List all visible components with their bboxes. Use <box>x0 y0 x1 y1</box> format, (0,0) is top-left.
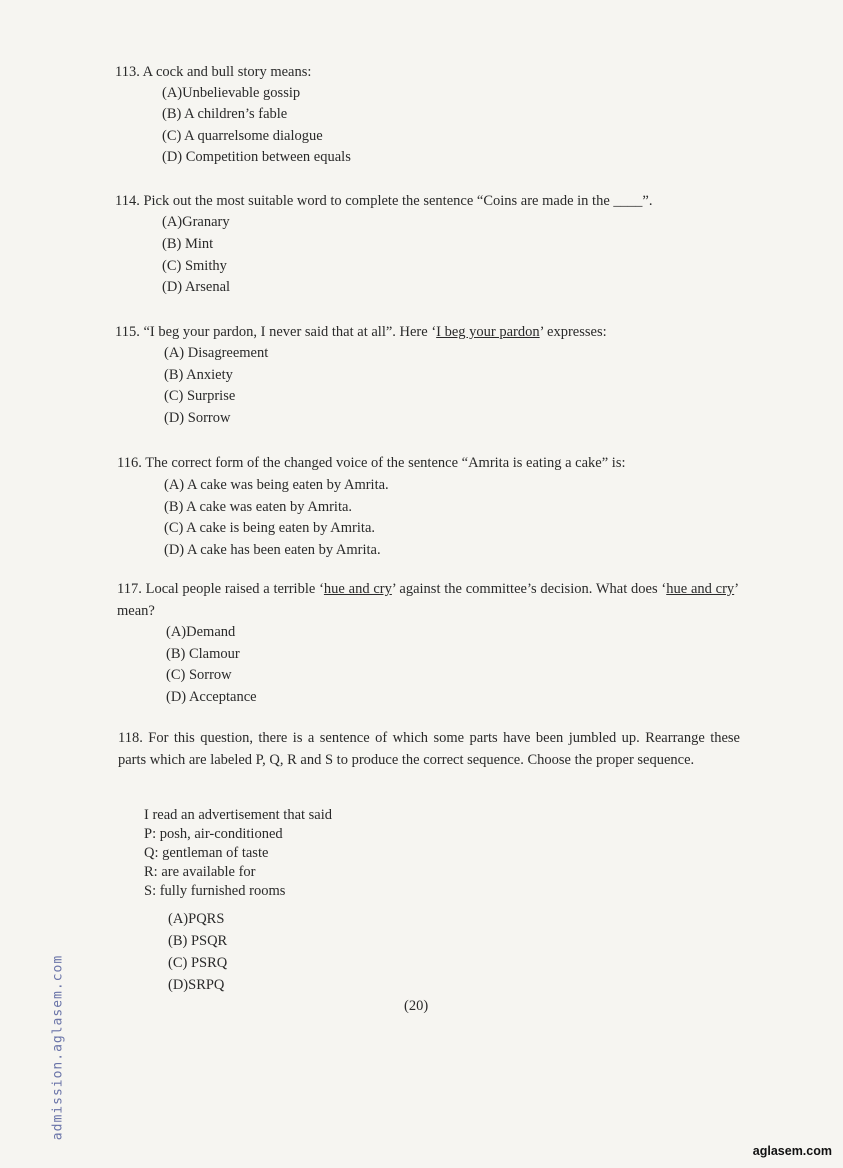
q117-option-a: (A)Demand <box>166 624 236 640</box>
page-number: (20) <box>404 998 429 1014</box>
q118-part-q: Q: gentleman of taste <box>144 845 269 861</box>
q115-underlined-phrase: I beg your pardon <box>436 324 540 340</box>
q117-stem-pre: 117. Local people raised a terrible ‘ <box>117 581 324 597</box>
q115-option-c: (C) Surprise <box>164 388 236 404</box>
q113-option-c: (C) A quarrelsome dialogue <box>162 128 323 144</box>
q117-option-c: (C) Sorrow <box>166 667 232 683</box>
q118-option-c: (C) PSRQ <box>168 955 228 971</box>
bleed-through-text <box>366 106 369 121</box>
q116-option-b: (B) A cake was eaten by Amrita. <box>164 499 353 515</box>
watermark-text: admission.aglasem.com <box>50 954 66 1141</box>
q117-option-d: (D) Acceptance <box>166 689 257 705</box>
q116-option-a: (A) A cake was being eaten by Amrita. <box>164 477 389 493</box>
brand-label: aglasem.com <box>752 1144 832 1158</box>
q118-option-d: (D)SRPQ <box>168 977 225 993</box>
q114-option-d: (D) Arsenal <box>162 279 231 295</box>
q113-option-b: (B) A children’s fable <box>162 106 288 122</box>
q114-option-a: (A)Granary <box>162 214 230 230</box>
question-115-stem <box>115 322 607 344</box>
q115-option-a: (A) Disagreement <box>164 345 269 361</box>
q117-stem-post: ’ mean? <box>117 581 740 619</box>
question-117-stem <box>117 579 739 622</box>
q118-part-r: R: are available for <box>144 864 256 880</box>
q117-option-b: (B) Clamour <box>166 646 240 662</box>
q115-stem-pre: 115. “I beg your pardon, I never said that at all”. Here ‘ <box>115 324 437 340</box>
question-113-stem: 113. A cock and bull story means: <box>115 64 312 80</box>
q117-underlined-phrase: hue and cry <box>323 581 392 597</box>
q117-stem-mid: ’ against the committee’s decision. What does ‘ <box>391 581 667 597</box>
question-118-stem: 118. For this question, there is a sentence of which some parts have been jumbled up. Rearrange these parts which are labeled P, Q, R and S to produce the correct sequence. Choose the proper sequence. <box>118 730 740 768</box>
q114-option-b: (B) Mint <box>162 236 214 252</box>
q118-option-b: (B) PSQR <box>168 933 228 949</box>
q118-option-a: (A)PQRS <box>168 911 225 927</box>
question-116-stem: 116. The correct form of the changed voice of the sentence “Amrita is eating a cake” is: <box>117 455 626 471</box>
q113-option-d: (D) Competition between equals <box>162 149 351 165</box>
q115-option-b: (B) Anxiety <box>164 367 233 383</box>
q116-option-d: (D) A cake has been eaten by Amrita. <box>164 542 381 558</box>
q117-underlined-phrase-2: hue and cry <box>666 581 735 597</box>
q115-option-d: (D) Sorrow <box>164 410 231 426</box>
q118-part-s: S: fully furnished rooms <box>144 883 286 899</box>
q114-option-c: (C) Smithy <box>162 258 227 274</box>
q115-stem-post: ’ expresses: <box>539 324 607 340</box>
q113-option-a: (A)Unbelievable gossip <box>162 85 301 101</box>
q118-sentence-intro: I read an advertisement that said <box>144 807 333 823</box>
question-114-stem: 114. Pick out the most suitable word to complete the sentence “Coins are made in the ____”. <box>115 193 653 209</box>
q118-part-p: P: posh, air-conditioned <box>144 826 283 842</box>
q116-option-c: (C) A cake is being eaten by Amrita. <box>164 520 376 536</box>
